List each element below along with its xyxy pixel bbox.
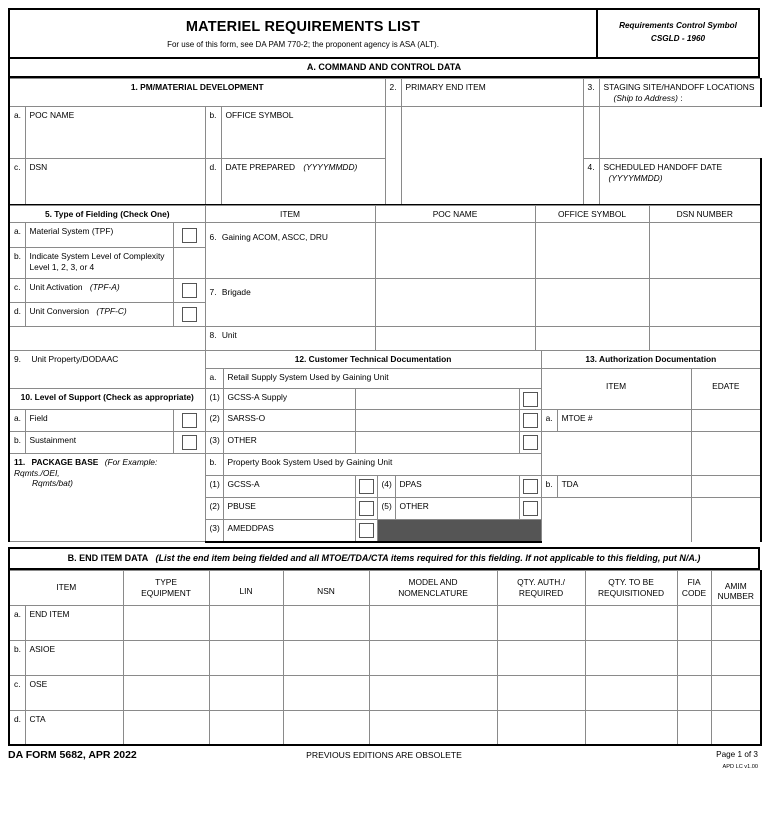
fielding-row-c-checkbox-cell[interactable]	[173, 279, 205, 303]
poc-name-letter: a.	[9, 107, 25, 159]
section-b-row-d-letter: d.	[9, 710, 25, 745]
row-c-model[interactable]	[369, 675, 497, 710]
block12-b2-label: PBUSE	[223, 498, 355, 520]
row-c-lin[interactable]	[209, 675, 283, 710]
block12-b4-checkbox-cell[interactable]	[519, 476, 541, 498]
field-level-of-support-checkbox[interactable]	[182, 413, 197, 428]
row-a-lin[interactable]	[209, 605, 283, 640]
ameddpas-checkbox[interactable]	[359, 523, 374, 538]
dsn-letter: c.	[9, 159, 25, 205]
unit-conversion-checkbox[interactable]	[182, 307, 197, 322]
header-type-line1: TYPE	[155, 577, 177, 587]
section-b-header-model	[369, 570, 497, 605]
row-d-nsn[interactable]	[283, 710, 369, 745]
block12-a3-checkbox-cell[interactable]	[519, 432, 541, 454]
block13-title: 13. Authorization Documentation	[541, 351, 761, 369]
section-b-header-lin: LIN	[209, 570, 283, 605]
fielding-row-b-label: Indicate System Level of Complexity	[29, 251, 165, 261]
row-d-lin[interactable]	[209, 710, 283, 745]
table-row	[9, 710, 761, 745]
block12-b3-number: (3)	[205, 520, 223, 542]
block3-spacer-left	[583, 107, 599, 159]
fielding-title-num: 5.	[44, 208, 52, 219]
fielding-row-a-label: Material System (TPF)	[25, 223, 173, 248]
block13-b-item-field[interactable]	[541, 498, 691, 542]
fielding-row-d-hint: (TPF-C)	[96, 306, 127, 316]
poc-row-8-number: 8.	[209, 330, 217, 340]
row-d-qty-auth[interactable]	[497, 710, 585, 745]
poc-row-7-number: 7.	[209, 287, 217, 297]
block13-header-item: ITEM	[541, 369, 691, 410]
row-c-type-equipment[interactable]	[123, 675, 209, 710]
block13-b-letter: b.	[541, 476, 557, 498]
poc-table-header-poc-name: POC NAME	[375, 205, 535, 223]
block3-label: STAGING SITE/HANDOFF LOCATIONS	[603, 82, 755, 92]
poc-row-8-office-symbol[interactable]	[535, 327, 649, 351]
poc-table-header-office-symbol: OFFICE SYMBOL	[535, 205, 649, 223]
section-b-table	[8, 570, 762, 747]
sarss-o-checkbox[interactable]	[523, 413, 538, 428]
header-qtyreq-line2: REQUISITIONED	[597, 587, 665, 598]
block12-a-label: Retail Supply System Used by Gaining Unit	[223, 369, 541, 389]
row-b-nsn[interactable]	[283, 640, 369, 675]
block12-b4-label: DPAS	[395, 476, 519, 498]
block13-a-label[interactable]: MTOE #	[557, 410, 691, 432]
row-a-nsn[interactable]	[283, 605, 369, 640]
fielding-row-c-letter: c.	[9, 279, 25, 303]
block12-b3-label: AMEDDPAS	[223, 520, 355, 542]
date-prepared-hint: (YYYYMMDD)	[303, 162, 358, 172]
block9-label: Unit Property/DODAAC	[31, 354, 119, 364]
section-b-row-a-letter: a.	[9, 605, 25, 640]
block13-a-edate-field[interactable]	[691, 432, 761, 476]
header-model-line2: NOMENCLATURE	[398, 587, 468, 598]
office-symbol-label[interactable]: OFFICE SYMBOL	[221, 107, 385, 159]
header-qtyauth-line1: QTY. AUTH./	[517, 577, 565, 587]
form-identifier: DA FORM 5682, APR 2022	[8, 749, 137, 761]
poc-row-7-dsn[interactable]	[649, 279, 761, 327]
row-b-qty-req[interactable]	[585, 640, 677, 675]
block4-hint: (YYYYMMDD)	[608, 172, 663, 183]
block12-b4-number: (4)	[377, 476, 395, 498]
form-footer	[8, 749, 760, 783]
fielding-row-d-label-cell	[25, 303, 173, 327]
section-b-row-b-letter: b.	[9, 640, 25, 675]
block13-a-item-field[interactable]	[541, 432, 691, 476]
row-d-qty-req[interactable]	[585, 710, 677, 745]
material-system-tpf-checkbox[interactable]	[182, 228, 197, 243]
block2-label: PRIMARY END ITEM	[401, 79, 583, 107]
row-c-nsn[interactable]	[283, 675, 369, 710]
fielding-row-a-checkbox-cell[interactable]	[173, 223, 205, 248]
row-a-qty-req[interactable]	[585, 605, 677, 640]
section-b-row-c-label: OSE	[25, 675, 123, 710]
fielding-row-b-label-cell	[25, 248, 173, 279]
fielding-row-c-hint: (TPF-A)	[89, 282, 120, 292]
row-d-model[interactable]	[369, 710, 497, 745]
block12-a2-number: (2)	[205, 410, 223, 432]
section-b-header-fia-code	[677, 570, 711, 605]
block10-title-cell	[9, 389, 205, 410]
page-number: Page 1 of 3	[716, 750, 758, 759]
block10-b-label: Sustainment	[25, 432, 173, 454]
fielding-row-c-label: Unit Activation	[29, 282, 83, 292]
form-title-block	[10, 10, 598, 57]
fielding-row-a-letter: a.	[9, 223, 25, 248]
gcss-a-property-book-checkbox[interactable]	[359, 479, 374, 494]
block12-b2-number: (2)	[205, 498, 223, 520]
block10-title: Level of Support	[34, 392, 101, 402]
block1-title: 1. PM/MATERIAL DEVELOPMENT	[9, 79, 385, 107]
table-row	[9, 640, 761, 675]
section-b-header-nsn: NSN	[283, 570, 369, 605]
section-b-bar	[8, 547, 760, 570]
fielding-title-cell	[9, 205, 205, 223]
block12-a1-field[interactable]	[355, 389, 519, 410]
block12-a2-checkbox-cell[interactable]	[519, 410, 541, 432]
poc-row-7-label-cell	[205, 279, 375, 327]
block3-hint: (Ship to Address)	[613, 92, 678, 103]
section-b-hint: (List the end item being fielded and all MTOE/TDA/CTA items required for this fielding. If not applicable to this fielding, put N/A.)	[155, 552, 701, 563]
poc-row-7-poc-name[interactable]	[375, 279, 535, 327]
block12-title: 12. Customer Technical Documentation	[205, 351, 541, 369]
block10-a-letter: a.	[9, 410, 25, 432]
table-row	[9, 675, 761, 710]
block3-number: 3.	[583, 79, 599, 107]
section-a-bar: A. COMMAND AND CONTROL DATA	[8, 59, 760, 78]
header-type-line2: EQUIPMENT	[141, 587, 191, 598]
poc-row-8-label: Unit	[221, 330, 237, 340]
header-qtyreq-line1: QTY. TO BE	[608, 577, 654, 587]
primary-end-item-field[interactable]	[401, 107, 583, 159]
section-b-header-qty-auth	[497, 570, 585, 605]
fielding-row-d-letter: d.	[9, 303, 25, 327]
row-b-model[interactable]	[369, 640, 497, 675]
block9-cell[interactable]	[9, 351, 205, 389]
block13-b-edate[interactable]	[691, 476, 761, 498]
rcs-label: Requirements Control Symbol	[619, 21, 737, 30]
poc-row-7-label: Brigade	[221, 287, 251, 297]
block13-b-label[interactable]: TDA	[557, 476, 691, 498]
office-symbol-letter: b.	[205, 107, 221, 159]
date-prepared-letter: d.	[205, 159, 221, 205]
section-b-header-item: ITEM	[9, 570, 123, 605]
section-b-header-amim: AMIM NUMBER	[711, 570, 761, 605]
block12-b-label: Property Book System Used by Gaining Unit	[223, 454, 541, 476]
poc-row-8-poc-name[interactable]	[375, 327, 535, 351]
block10-hint: (Check as appropriate)	[103, 392, 194, 402]
previous-editions-note: PREVIOUS EDITIONS ARE OBSOLETE	[306, 750, 462, 760]
block4-label: SCHEDULED HANDOFF DATE	[603, 162, 723, 172]
block12-a1-checkbox-cell[interactable]	[519, 389, 541, 410]
requirements-control-symbol	[598, 10, 758, 57]
form-header	[8, 8, 760, 59]
dsn-label[interactable]: DSN	[25, 159, 205, 205]
row-b-lin[interactable]	[209, 640, 283, 675]
block10-b-letter: b.	[9, 432, 25, 454]
section-a-table	[8, 78, 762, 206]
row-a-amim[interactable]	[711, 605, 761, 640]
block12-a3-field[interactable]	[355, 432, 519, 454]
row-a-model[interactable]	[369, 605, 497, 640]
sustainment-level-of-support-checkbox[interactable]	[182, 435, 197, 450]
dpas-checkbox[interactable]	[523, 479, 538, 494]
row-d-type-equipment[interactable]	[123, 710, 209, 745]
block11-hint: (For Example: Rqmts./OEI,	[14, 457, 158, 478]
row-d-fia-code[interactable]	[677, 710, 711, 745]
row-c-fia-code[interactable]	[677, 675, 711, 710]
block10-a-label: Field	[25, 410, 173, 432]
block12-a3-label: OTHER	[223, 432, 355, 454]
row-b-fia-code[interactable]	[677, 640, 711, 675]
row-a-fia-code[interactable]	[677, 605, 711, 640]
header-model-line1: MODEL AND	[408, 577, 458, 587]
apd-version: APD LC v1.00	[722, 764, 758, 770]
form-subtitle: For use of this form, see DA PAM 770-2; the proponent agency is ASA (ALT).	[167, 40, 439, 49]
block12-a-letter: a.	[205, 369, 223, 389]
unit-activation-checkbox[interactable]	[182, 283, 197, 298]
header-fia-line1: FIA	[687, 577, 701, 587]
poc-name-label[interactable]: POC NAME	[25, 107, 205, 159]
section-b-header-type-equipment	[123, 570, 209, 605]
poc-row-6-office-symbol[interactable]	[535, 223, 649, 279]
section-b-title: B. END ITEM DATA	[67, 552, 148, 563]
block13-a-edate[interactable]	[691, 410, 761, 432]
block9-number: 9.	[14, 354, 21, 364]
fielding-filler	[9, 327, 205, 351]
fielding-row-d-label: Unit Conversion	[29, 306, 90, 316]
gcss-a-supply-checkbox[interactable]	[523, 392, 538, 407]
block4-number: 4.	[583, 159, 599, 205]
block12-b2-checkbox-cell[interactable]	[355, 498, 377, 520]
block13-header-edate: EDATE	[691, 369, 761, 410]
row-b-qty-auth[interactable]	[497, 640, 585, 675]
row-c-qty-req[interactable]	[585, 675, 677, 710]
block11-cell[interactable]	[9, 454, 205, 542]
poc-table-header-dsn-number: DSN NUMBER	[649, 205, 761, 223]
section-b-row-c-letter: c.	[9, 675, 25, 710]
rcs-value: CSGLD - 1960	[650, 33, 706, 43]
block3-label-cell	[599, 79, 761, 107]
date-prepared-label: DATE PREPARED	[225, 162, 295, 172]
fielding-row-b-blank-cell	[173, 248, 205, 279]
poc-row-8-label-cell	[205, 327, 375, 351]
primary-end-item-field-2[interactable]	[401, 159, 583, 205]
block2-spacer-left	[385, 107, 401, 159]
block12-b-letter: b.	[205, 454, 223, 476]
row-c-qty-auth[interactable]	[497, 675, 585, 710]
fielding-row-b-label2: Level 1, 2, 3, or 4	[29, 261, 95, 272]
block12-a1-label: GCSS-A Supply	[223, 389, 355, 410]
block12-b5-checkbox-cell[interactable]	[519, 498, 541, 520]
block12-a3-number: (3)	[205, 432, 223, 454]
block10-a-checkbox-cell[interactable]	[173, 410, 205, 432]
block4-label-cell[interactable]	[599, 159, 761, 205]
block13-a-letter: a.	[541, 410, 557, 432]
poc-row-7-office-symbol[interactable]	[535, 279, 649, 327]
block10-number: 10.	[20, 392, 33, 402]
block12-b1-number: (1)	[205, 476, 223, 498]
header-qtyauth-line2: REQUIRED	[518, 587, 564, 598]
poc-table-header-item: ITEM	[205, 205, 375, 223]
poc-row-8-dsn[interactable]	[649, 327, 761, 351]
block13-b-edate-field[interactable]	[691, 498, 761, 542]
poc-row-6-dsn[interactable]	[649, 223, 761, 279]
section-b-header-qty-req	[585, 570, 677, 605]
date-prepared-label-cell[interactable]	[221, 159, 385, 205]
block11-title: PACKAGE BASE	[31, 457, 99, 467]
other-retail-supply-checkbox[interactable]	[523, 435, 538, 450]
block11-hint2: Rqmts/bat)	[32, 478, 73, 488]
poc-row-6-number: 6.	[209, 232, 217, 242]
block3-colon: :	[680, 92, 683, 103]
fielding-poc-table	[8, 205, 762, 352]
row-c-amim[interactable]	[711, 675, 761, 710]
block12-b5-number: (5)	[377, 498, 395, 520]
block12-a1-number: (1)	[205, 389, 223, 410]
poc-row-6-label-cell	[205, 223, 375, 279]
fielding-row-d-checkbox-cell[interactable]	[173, 303, 205, 327]
other-property-book-checkbox[interactable]	[523, 501, 538, 516]
fielding-title-hint: (Check One)	[120, 208, 170, 219]
block12-b1-label: GCSS-A	[223, 476, 355, 498]
poc-row-6-label: Gaining ACOM, ASCC, DRU	[221, 232, 328, 242]
table-row	[9, 605, 761, 640]
row-a-qty-auth[interactable]	[497, 605, 585, 640]
fielding-row-b-letter: b.	[9, 248, 25, 279]
block12-a2-label: SARSS-O	[223, 410, 355, 432]
blocks-9-13-table	[8, 350, 762, 543]
row-d-amim[interactable]	[711, 710, 761, 745]
section-b-row-b-label: ASIOE	[25, 640, 123, 675]
block2-spacer-left-2	[385, 159, 401, 205]
block2-number: 2.	[385, 79, 401, 107]
fielding-title: Type of Fielding	[54, 208, 118, 219]
header-fia-line2: CODE	[681, 587, 707, 598]
row-b-amim[interactable]	[711, 640, 761, 675]
block11-number: 11.	[14, 457, 26, 467]
section-b-row-a-label: END ITEM	[25, 605, 123, 640]
block12-blocked-area	[377, 520, 541, 542]
block12-a2-field[interactable]	[355, 410, 519, 432]
block10-b-checkbox-cell[interactable]	[173, 432, 205, 454]
poc-row-6-poc-name[interactable]	[375, 223, 535, 279]
page-title: MATERIEL REQUIREMENTS LIST	[185, 19, 421, 35]
block12-b5-label: OTHER	[395, 498, 519, 520]
section-b-row-d-label: CTA	[25, 710, 123, 745]
block12-b1-checkbox-cell[interactable]	[355, 476, 377, 498]
pbuse-checkbox[interactable]	[359, 501, 374, 516]
block12-b3-checkbox-cell[interactable]	[355, 520, 377, 542]
row-a-type-equipment[interactable]	[123, 605, 209, 640]
staging-site-field[interactable]	[599, 107, 761, 159]
row-b-type-equipment[interactable]	[123, 640, 209, 675]
fielding-row-c-label-cell	[25, 279, 173, 303]
